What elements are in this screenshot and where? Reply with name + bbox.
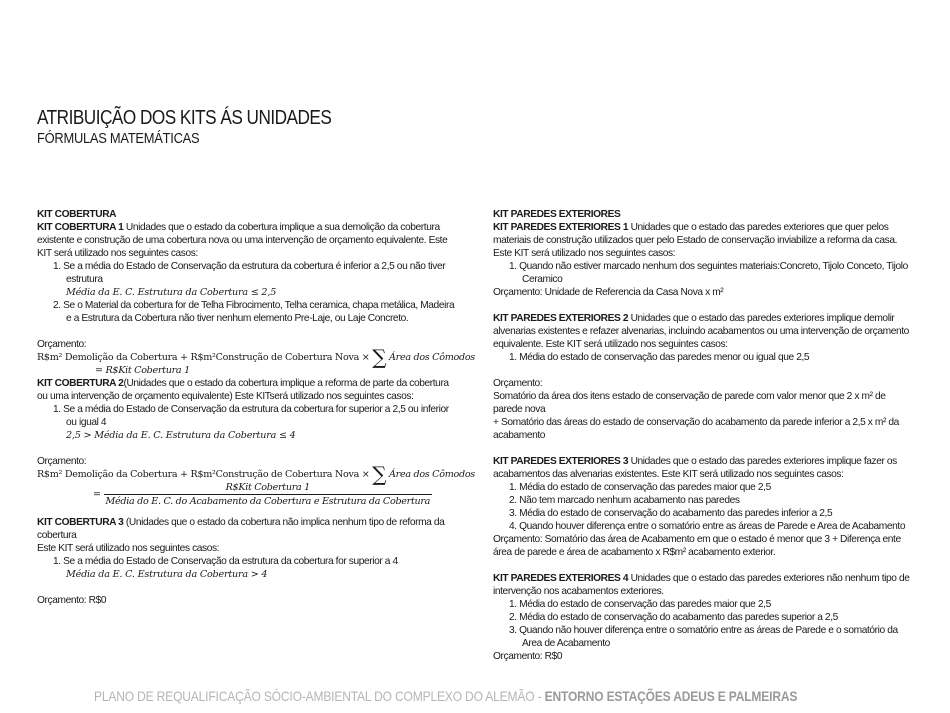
- kit-paragraph: [493, 221, 913, 260]
- formula: Média da E. C. Estrutura da Cobertura > 4: [66, 569, 268, 580]
- list-item: 2. Média do estado de conservação do acabamento das paredes superior a 2,5: [509, 612, 838, 623]
- kit-label: KIT PAREDES EXTERIORES 4: [493, 573, 629, 584]
- budget-label: Orçamento: R$0: [37, 595, 107, 606]
- kit-paragraph: [493, 455, 913, 481]
- sum-icon: ∑: [372, 462, 387, 486]
- page-title: ATRIBUIÇÃO DOS KITS ÁS UNIDADES: [37, 107, 332, 129]
- list-item: 1. Média do estado de conservação das paredes maior que 2,5: [509, 599, 771, 610]
- kit-text: Unidades que o estado das paredes exteriores não nenhum tipo de intervenção nos acabamentos exteriores.: [493, 573, 910, 597]
- budget-label: Orçamento: R$0: [493, 651, 563, 662]
- section-heading: KIT COBERTURA: [37, 209, 117, 220]
- kit-paragraph: [37, 377, 457, 403]
- kit-label: KIT PAREDES EXTERIORES 3: [493, 456, 629, 467]
- kit-text: Este KIT será utilizado nos seguintes casos:: [37, 543, 220, 554]
- kit-paragraph: [37, 516, 457, 542]
- budget-label: Orçamento: Unidade de Referencia da Casa Nova x m²: [493, 287, 724, 298]
- list-item: 1. Média do estado de conservação das paredes maior que 2,5: [509, 482, 771, 493]
- kit-text: (Unidades que o estado da cobertura não implica nenhum tipo de reforma da cobertura: [37, 517, 445, 541]
- kit-text: Unidades que o estado das paredes exteriores que quer pelos materiais de construção utilizados quer pelo Estado de conservação inviabilize a reforma da casa. Este KIT será utilizado nos seguintes casos:: [493, 222, 898, 259]
- list-item: 1. Média do estado de conservação das paredes menor ou igual que 2,5: [509, 352, 810, 363]
- list-item: 3. Quando não houver diferença entre o somatório entre as áreas de Parede e o somatório da Area de Acabamento: [509, 625, 898, 649]
- list-item: 2. Se o Material da cobertura for de Telha Fibrocimento, Telha ceramica, chapa metálica, Madeira e a Estrutura da Cobertura não tiver nenhum elemento Pre-Laje, ou Laje Concreto.: [53, 300, 455, 324]
- page-footer: [94, 688, 797, 704]
- budget-formula: R$m² Demolição da Cobertura + R$m²Construção de Cobertura Nova × ∑ Área dos Cômodos: [37, 462, 475, 486]
- budget-formula: R$m² Demolição da Cobertura + R$m²Construção de Cobertura Nova × ∑ Área dos Cômodos: [37, 345, 475, 369]
- sum-icon: ∑: [372, 345, 387, 369]
- footer-bold-text: ENTORNO ESTAÇÕES ADEUS E PALMEIRAS: [544, 688, 798, 704]
- kit-label: KIT COBERTURA 2: [37, 378, 124, 389]
- budget-text: + Somatório das áreas do estado de conservação do acabamento da parede inferior a 2,5 x m² da acabamento: [493, 417, 899, 441]
- kit-text: (Unidades que o estado da cobertura implique a reforma de parte da cobertura ou uma intervenção de orçamento equivalente) Este KITserá utilizado nos seguintes casos:: [37, 378, 449, 402]
- list-item: 1. Quando não estiver marcado nenhum dos seguintes materiais:Concreto, Tijolo Conceto, Tijolo Ceramico: [509, 261, 908, 285]
- page-subtitle: FÓRMULAS MATEMÁTICAS: [37, 130, 200, 147]
- kit-cobertura-column: [37, 208, 475, 607]
- budget-text: Somatório da área dos itens estado de conservação de parede com valor menor que 2 x m² de parede nova: [493, 391, 886, 415]
- list-item: 2. Não tem marcado nenhum acabamento nas paredes: [509, 495, 740, 506]
- kit-paragraph: [493, 572, 913, 598]
- list-item: 1. Se a média do Estado de Conservação da estrutura da cobertura é inferior a 2,5 ou não tiver estrutura: [53, 261, 446, 285]
- formula: Média da E. C. Estrutura da Cobertura ≤ 2,5: [66, 287, 277, 298]
- list-item: 1. Se a média do Estado de Conservação da estrutura da cobertura for superior a 2,5 ou inferior ou igual 4: [53, 404, 449, 428]
- kit-label: KIT COBERTURA 3: [37, 517, 124, 528]
- budget-label: Orçamento:: [37, 456, 87, 467]
- kit-paragraph: [37, 221, 457, 260]
- budget-text: Orçamento: Somatório das área de Acabamento em que o estado é menor que 3 + Diferença ente área de parede e área de acabamento x R$m² acabamento exterior.: [493, 534, 901, 558]
- page-header: [37, 106, 379, 148]
- kit-text: Unidades que o estado das paredes exteriores implique fazer os acabamentos das alvenarias existentes. Este KIT será utilizado nos seguintes casos:: [493, 456, 897, 480]
- section-heading: KIT PAREDES EXTERIORES: [493, 209, 621, 220]
- list-item: 3. Média do estado de conservação do acabamento das paredes inferior a 2,5: [509, 508, 833, 519]
- budget-label: Orçamento:: [493, 378, 543, 389]
- budget-label: Orçamento:: [37, 339, 87, 350]
- footer-text: PLANO DE REQUALIFICAÇÃO SÓCIO-AMBIENTAL DO COMPLEXO DO ALEMÃO -: [94, 688, 545, 704]
- budget-result: = R$Kit Cobertura 1: [95, 365, 190, 376]
- budget-fraction: = R$Kit Cobertura 1 Média do E. C. do Acabamento da Cobertura e Estrutura da Cobertura: [93, 482, 431, 507]
- kit-label: KIT PAREDES EXTERIORES 2: [493, 313, 629, 324]
- kit-paredes-column: [493, 208, 913, 663]
- kit-text: Unidades que o estado das paredes exteriores implique demolir alvenarias existentes e refazer alvenarias, incluindo acabamentos ou uma intervenção de orçamento equivalente. Este KIT será utilizado nos seguintes casos:: [493, 313, 909, 350]
- kit-paragraph: [493, 312, 913, 351]
- kit-label: KIT PAREDES EXTERIORES 1: [493, 222, 629, 233]
- formula: 2,5 > Média da E. C. Estrutura da Cobertura ≤ 4: [66, 430, 296, 441]
- kit-text: Unidades que o estado da cobertura implique a sua demolição da cobertura existente e construção de uma cobertura nova ou uma intervenção de orçamento equivalente. Este KIT será utilizado nos seguintes casos:: [37, 222, 448, 259]
- list-item: 4. Quando houver diferença entre o somatório entre as áreas de Parede e Area de Acabamento: [509, 521, 906, 532]
- kit-label: KIT COBERTURA 1: [37, 222, 124, 233]
- list-item: 1. Se a média do Estado de Conservação da estrutura da cobertura for superior a 4: [53, 556, 398, 567]
